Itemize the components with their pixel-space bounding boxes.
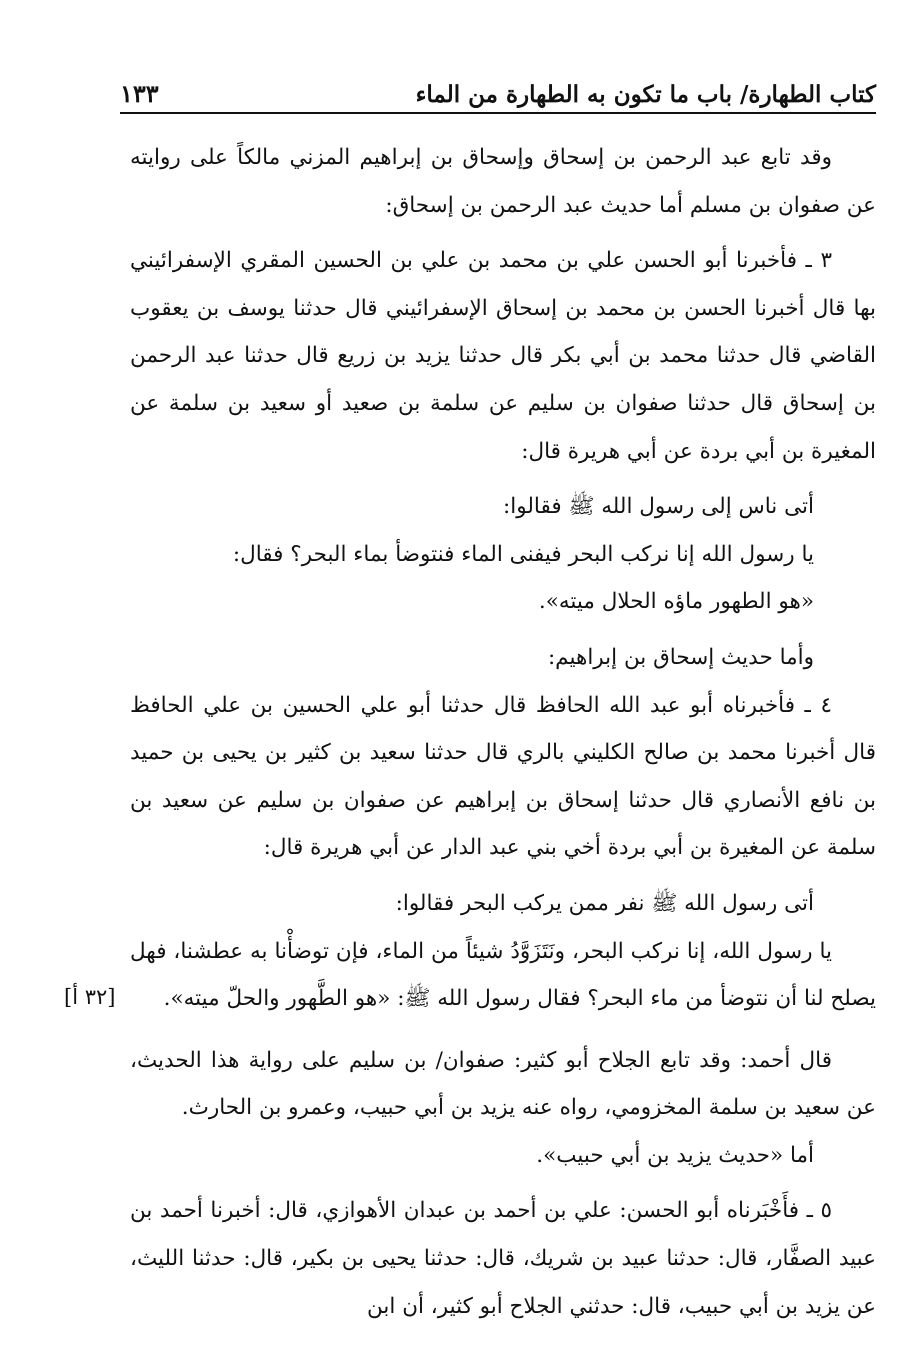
running-title: كتاب الطهارة/ باب ما تكون به الطهارة من الماء: [415, 81, 876, 108]
hadith-4-isnad: ٤ ـ فأخبرناه أبو عبد الله الحافظ قال حدثنا أبو علي الحسين بن علي الحافظ قال أخبرنا محمد بن صالح الكليني بالري قال حدثنا سعيد بن كثير بن يحيى بن حميد بن نافع الأنصاري قال حدثنا إسحاق بن إبراهيم عن صفوان بن سليم عن سعيد بن سلمة عن المغيرة بن أبي بردة أخي بني عبد الدار عن أبي هريرة قال:: [130, 692, 876, 861]
hadith-3-matn-line: يا رسول الله إنا نركب البحر فيفنى الماء فنتوضأ بماء البحر؟ فقال:: [232, 541, 814, 567]
hadith-4-matn: يا رسول الله، إنا نركب البحر، ونَتَزَوَّدُ شيئاً من الماء، فإن توضأْنا به عطشنا، فهل يصلح لنا أن نتوضأ من ماء البحر؟ فقال رسول الله ﷺ: «هو الطَّهور والحلّ ميته».: [130, 938, 876, 1012]
page-body: [130, 134, 876, 1330]
hadith-4-matn-line: أتى رسول الله ﷺ نفر ممن يركب البحر فقالوا:: [395, 890, 814, 916]
margin-folio-note: [٣٢ أ]: [64, 985, 116, 1009]
hadith-5-isnad: ٥ ـ فأَخْبَرناه أبو الحسن: علي بن أحمد بن عبدان الأهوازي، قال: أخبرنا أحمد بن عبيد الصفَّار، قال: حدثنا عبيد بن شريك، قال: حدثنا يحيى بن بكير، قال: حدثنا الليث، عن يزيد بن أبي حبيب، قال: حدثني الجلاح أبو كثير، أن ابن: [130, 1198, 876, 1319]
page-number: ١٣٣: [120, 79, 159, 108]
hadith-3-matn-line: أتى ناس إلى رسول الله ﷺ فقالوا:: [503, 494, 814, 520]
hadith-3-matn-line: «هو الطهور ماؤه الحلال ميته».: [538, 589, 814, 615]
section-heading-yazid: أما «حديث يزيد بن أبي حبيب».: [536, 1142, 814, 1168]
header-rule: [120, 112, 876, 114]
section-heading-ishaq: وأما حديث إسحاق بن إبراهيم:: [547, 644, 814, 670]
hadith-3-isnad: ٣ ـ فأخبرنا أبو الحسن علي بن محمد بن علي بن الحسين المقري الإسفرائيني بها قال أخبرنا الحسن بن محمد بن إسحاق الإسفرائيني قال حدثنا يوسف بن يعقوب القاضي قال حدثنا محمد بن أبي بكر قال حدثنا يزيد بن زريع قال حدثنا عبد الرحمن بن إسحاق قال حدثنا صفوان بن سليم عن سلمة بن صعيد أو سعيد بن سلمة عن المغيرة بن أبي بردة عن أبي هريرة قال:: [130, 248, 876, 464]
commentary-ahmad: قال أحمد: وقد تابع الجلاح أبو كثير: صفوان/ بن سليم على رواية هذا الحديث، عن سعيد بن سلمة المخزومي، رواه عنه يزيد بن أبي حبيب، وعمرو بن الحارث.: [130, 1047, 876, 1121]
running-header: [120, 72, 876, 108]
paragraph-intro: وقد تابع عبد الرحمن بن إسحاق وإسحاق بن إبراهيم المزني مالكاً على روايته عن صفوان بن مسلم أما حديث عبد الرحمن بن إسحاق:: [130, 145, 876, 218]
